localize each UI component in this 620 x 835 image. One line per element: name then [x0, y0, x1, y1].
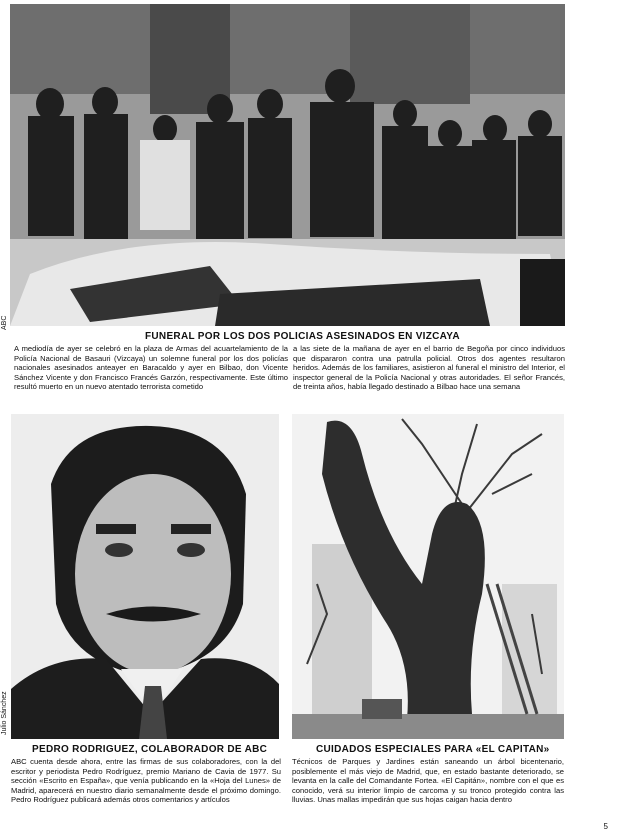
- portrait-photo-credit: Julio Sánchez: [1, 691, 8, 735]
- right-story-body: Técnicos de Parques y Jardines están saneando un árbol bicentenario, posiblemente el más viejo de Madrid, que, en estado bastante deteriorado, se levanta en la calle del Comandante Fortea. «El Capitán», nombre con el que es conocido, verá su interior limpio de carcoma y su tronco protegido contra las lluvias. Unas mallas impedirán que sus hojas caigan hacia dentro: [292, 757, 564, 805]
- right-headline: CUIDADOS ESPECIALES PARA «EL CAPITAN»: [316, 744, 550, 755]
- top-story-col1: A mediodía de ayer se celebró en la plaza de Armas del acuartelamiento de la Policía Nacional de Basauri (Vizcaya) un solemne funeral por los dos policías nacionales asesinados anteayer en Baracaldo y ayer en Bilbao, don Vicente Sánchez Vicente y don Francisco Francés Garzón, respectivamente. Este último resultó muerto en un nuevo atentado terrorista cometido: [14, 344, 288, 392]
- portrait-photo: [11, 414, 279, 739]
- left-headline: PEDRO RODRIGUEZ, COLABORADOR DE ABC: [32, 744, 268, 755]
- left-story-body: ABC cuenta desde ahora, entre las firmas de sus colaboradores, con la del escritor y periodista Pedro Rodríguez, premio Mariano de Cavia de 1977. Su sección «Escrito en España», que venía publicando en la «Hoja del Lunes» de Madrid, aparecerá en nuestro diario semanalmente desde el próximo domingo. Pedro Rodríguez publicará además otros comentarios y artículos: [11, 757, 281, 805]
- funeral-photo: [10, 4, 565, 326]
- page-number: 5: [603, 822, 608, 831]
- top-headline: FUNERAL POR LOS DOS POLICIAS ASESINADOS EN VIZCAYA: [145, 331, 460, 342]
- funeral-photo-credit: ABC: [1, 315, 8, 330]
- tree-photo: [292, 414, 564, 739]
- top-story-col2: a las siete de la mañana de ayer en el barrio de Begoña por cinco individuos que dispararon contra una patrulla policial. Otros dos agentes resultaron heridos. Además de los familiares, asistieron al funeral el ministro del Interior, el inspector general de la Policía Nacional y otras autoridades. El señor Francés, de treinta años, había llegado destinado a Bilbao hace una semana: [293, 344, 565, 392]
